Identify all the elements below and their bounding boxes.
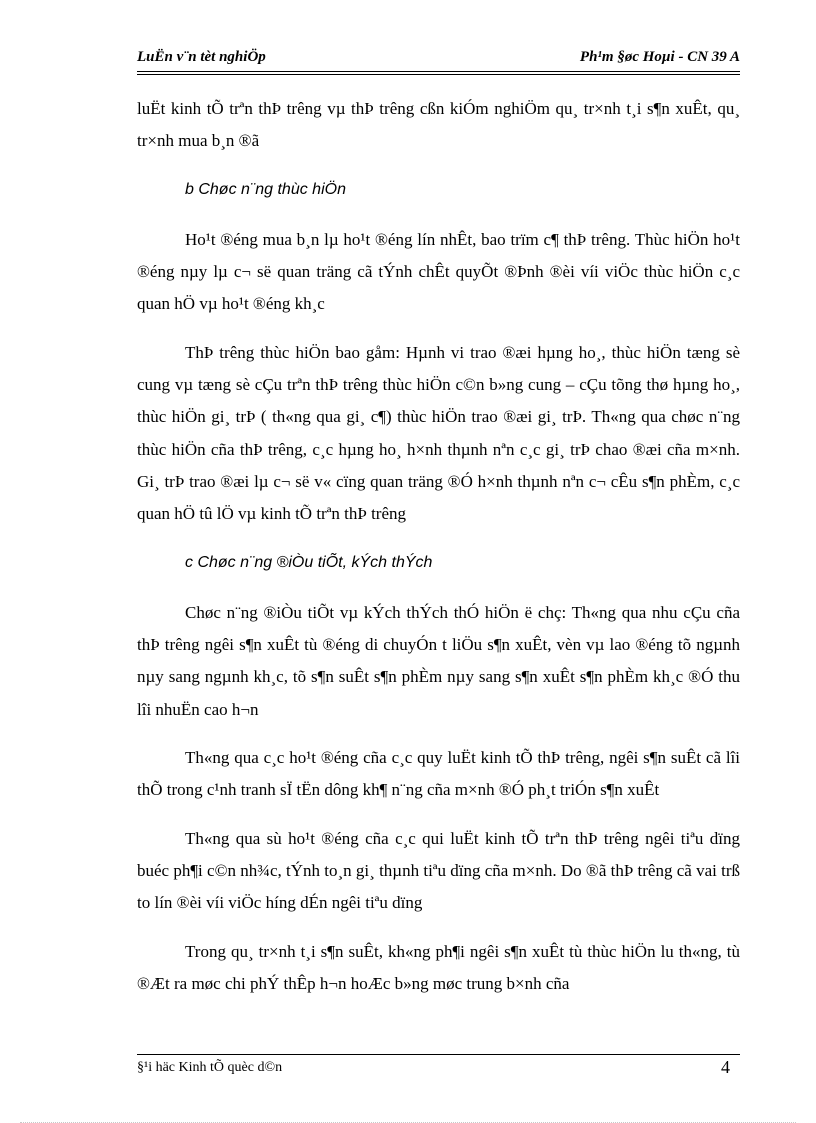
header-rule (137, 71, 740, 75)
subheading-c: c Chøc n¨ng ®iÒu tiÕt, kÝch thÝch (185, 553, 433, 571)
page-header (137, 49, 740, 71)
paragraph-continuation: luËt kinh tÕ trªn thÞ trêng vµ thÞ trêng cßn kiÓm nghiÖm qu¸ tr×nh t¸i s¶n xuÊt, qu¸ tr×nh mua b¸n ®ã (137, 99, 740, 151)
paragraph: Th«ng qua sù ho¹t ®éng cña c¸c qui luËt kinh tÕ trªn thÞ trêng ngêi tiªu dïng buéc ph¶i c©n nh¾c, tÝnh to¸n gi¸ thµnh tiªu dïng cña m×nh. Do ®ã thÞ trêng cã vai trß to lín ®èi víi viÖc híng dÉn ngêi tiªu dïng (137, 828, 740, 913)
paragraph: Ho¹t ®éng mua b¸n lµ ho¹t ®éng lín nhÊt, bao trïm c¶ thÞ trêng. Thùc hiÖn ho¹t ®éng nµy lµ c¬ së quan träng cã tÝnh chÊt quyÕt ®Þnh ®èi víi viÖc thùc hiÖn c¸c quan hÖ vµ ho¹t ®éng kh¸c (137, 229, 740, 314)
paragraph: Chøc n¨ng ®iÒu tiÕt vµ kÝch thÝch thÓ hiÖn ë chç: Th«ng qua nhu cÇu cña thÞ trêng ngêi s¶n xuÊt tù ®éng di chuyÓn t liÖu s¶n xuÊt, vèn vµ lao ®éng tõ ngµnh nµy sang ngµnh kh¸c, tõ s¶n suÊt s¶n phÈm nµy sang s¶n xuÊt s¶n phÈm kh¸c ®Ó thu lîi nhuËn cao h¬n (137, 602, 740, 719)
header-author: Ph¹m §øc Hoµi - CN 39 A (579, 49, 740, 65)
paragraph: Th«ng qua c¸c ho¹t ®éng cña c¸c quy luËt kinh tÕ thÞ trêng, ngêi s¶n suÊt cã lîi thÕ trong c¹nh tranh sÏ tËn dông kh¶ n¨ng cña m×nh ®Ó ph¸t triÓn s¶n xuÊt (137, 748, 740, 800)
footer-rule (137, 1054, 740, 1055)
paragraph: ThÞ trêng thùc hiÖn bao gåm: Hµnh vi trao ®æi hµng ho¸, thùc hiÖn tæng sè cung vµ tæng sè cÇu trªn thÞ trêng thùc hiÖn c©n b»ng cung – cÇu tõng thø hµng ho¸, thùc hiÖn gi¸ trÞ ( th«ng qua gi¸ c¶) thùc hiÖn trao ®æi gi¸ trÞ. Th«ng qua chøc n¨ng thùc hiÖn cña thÞ trêng, c¸c hµng ho¸ h×nh thµnh nªn c¸c gi¸ trÞ chao ®æi cña m×nh. Gi¸ trÞ trao ®æi lµ c¬ së v« cïng quan träng ®Ó h×nh thµnh nªn c¬ cÊu s¶n phÈm, c¸c quan hÖ tû lÖ vµ kinh tÕ trªn thÞ trêng (137, 342, 740, 524)
footer-university: §¹i häc Kinh tÕ quèc d©n (137, 1060, 283, 1075)
page-number: 4 (721, 1057, 730, 1077)
page-footer (137, 1057, 740, 1081)
paragraph: Trong qu¸ tr×nh t¸i s¶n suÊt, kh«ng ph¶i ngêi s¶n xuÊt tù thùc hiÖn lu th«ng, tù ®Æt ra møc chi phÝ thÊp h¬n hoÆc b»ng møc trung b×nh cña (137, 941, 740, 993)
document-body (137, 93, 740, 1016)
header-thesis-title: LuËn v¨n tèt nghiÖp (137, 49, 266, 65)
subheading-b: b Chøc n¨ng thùc hiÖn (185, 180, 346, 198)
